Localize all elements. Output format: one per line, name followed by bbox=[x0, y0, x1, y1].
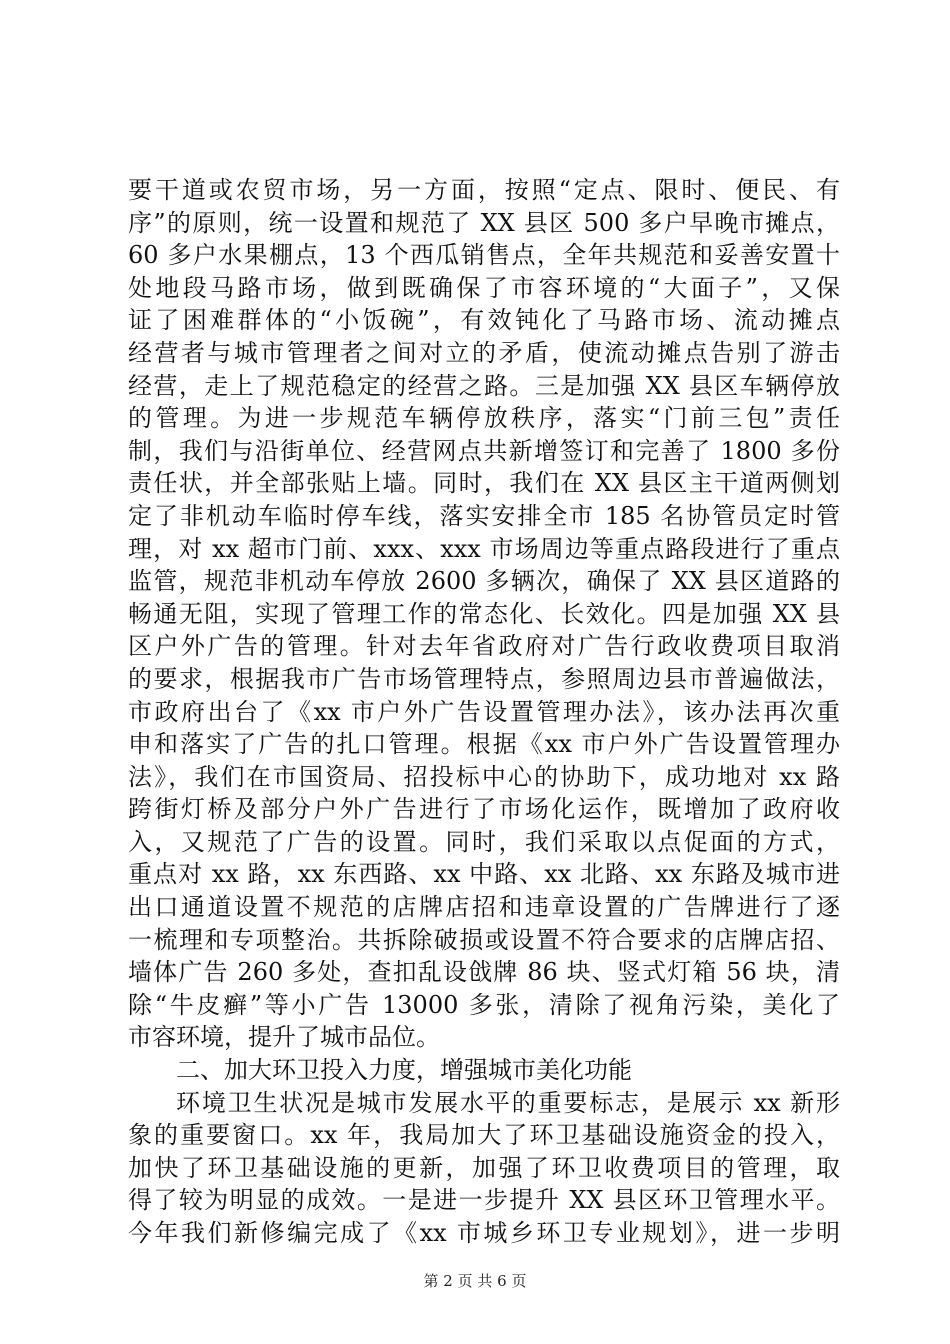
text-line: 60 多户水果棚点，13 个西瓜销售点，全年共规范和妥善安置十 bbox=[128, 241, 840, 270]
section-heading: 二、加大环卫投入力度，增强城市美化功能 bbox=[176, 1056, 632, 1085]
text-line: 墙体广告 260 多处，查扣乱设戗牌 86 块、竖式灯箱 56 块，清 bbox=[128, 958, 840, 987]
document-body bbox=[128, 174, 840, 1250]
text-line: 处地段马路市场，做到既确保了市容环境的“大面子”，又保 bbox=[128, 273, 840, 302]
text-line: 的要求，根据我市广告市场管理特点，参照周边县市普遍做法， bbox=[128, 664, 840, 693]
text-line: 重点对 xx 路，xx 东西路、xx 中路、xx 北路、xx 东路及城市进 bbox=[128, 860, 840, 889]
text-line: 一梳理和专项整治。共拆除破损或设置不符合要求的店牌店招、 bbox=[128, 925, 840, 954]
text-line: 序”的原则，统一设置和规范了 XX 县区 500 多户早晚市摊点， bbox=[128, 208, 840, 237]
text-line: 理，对 xx 超市门前、xxx、xxx 市场周边等重点路段进行了重点 bbox=[128, 534, 840, 563]
text-line: 加快了环卫基础设施的更新，加强了环卫收费项目的管理，取 bbox=[128, 1153, 840, 1182]
text-line: 出口通道设置不规范的店牌店招和违章设置的广告牌进行了逐 bbox=[128, 893, 840, 922]
text-line: 证了困难群体的“小饭碗”，有效钝化了马路市场、流动摊点 bbox=[128, 306, 840, 335]
text-line: 区户外广告的管理。针对去年省政府对广告行政收费项目取消 bbox=[128, 632, 840, 661]
text-line: 要干道或农贸市场，另一方面，按照“定点、限时、便民、有 bbox=[128, 176, 840, 204]
text-line: 制，我们与沿街单位、经营网点共新增签订和完善了 1800 多份 bbox=[128, 436, 840, 465]
text-line: 定了非机动车临时停车线，落实安排全市 185 名协管员定时管 bbox=[128, 501, 840, 530]
text-line: 入，又规范了广告的设置。同时，我们采取以点促面的方式， bbox=[128, 827, 840, 856]
text-line: 除“牛皮癣”等小广告 13000 多张，清除了视角污染，美化了 bbox=[128, 990, 840, 1019]
text-line: 象的重要窗口。xx 年，我局加大了环卫基础设施资金的投入， bbox=[128, 1121, 840, 1150]
text-line: 今年我们新修编完成了《xx 市城乡环卫专业规划》，进一步明 bbox=[128, 1219, 840, 1247]
text-line: 经营者与城市管理者之间对立的矛盾，使流动摊点告别了游击 bbox=[128, 338, 840, 367]
text-line: 申和落实了广告的扎口管理。根据《xx 市户外广告设置管理办 bbox=[128, 730, 840, 759]
text-line: 得了较为明显的成效。一是进一步提升 XX 县区环卫管理水平。 bbox=[128, 1186, 840, 1215]
text-line: 经营，走上了规范稳定的经营之路。三是加强 XX 县区车辆停放 bbox=[128, 371, 840, 400]
text-line: 环境卫生状况是城市发展水平的重要标志，是展示 xx 新形 bbox=[176, 1088, 840, 1117]
text-line: 市容环境，提升了城市品位。 bbox=[128, 1023, 440, 1052]
text-line: 跨街灯桥及部分户外广告进行了市场化运作，既增加了政府收 bbox=[128, 795, 840, 824]
text-line: 市政府出台了《xx 市户外广告设置管理办法》，该办法再次重 bbox=[128, 697, 840, 726]
text-line: 畅通无阻，实现了管理工作的常态化、长效化。四是加强 XX 县 bbox=[128, 599, 840, 628]
text-line: 监管，规范非机动车停放 2600 多辆次，确保了 XX 县区道路的 bbox=[128, 567, 840, 596]
page-number-footer: 第 2 页 共 6 页 bbox=[423, 1272, 527, 1290]
text-line: 法》，我们在市国资局、招投标中心的协助下，成功地对 xx 路 bbox=[128, 762, 840, 791]
text-line: 责任状，并全部张贴上墙。同时，我们在 XX 县区主干道两侧划 bbox=[128, 469, 840, 498]
text-line: 的管理。为进一步规范车辆停放秩序，落实“门前三包”责任 bbox=[128, 404, 840, 433]
